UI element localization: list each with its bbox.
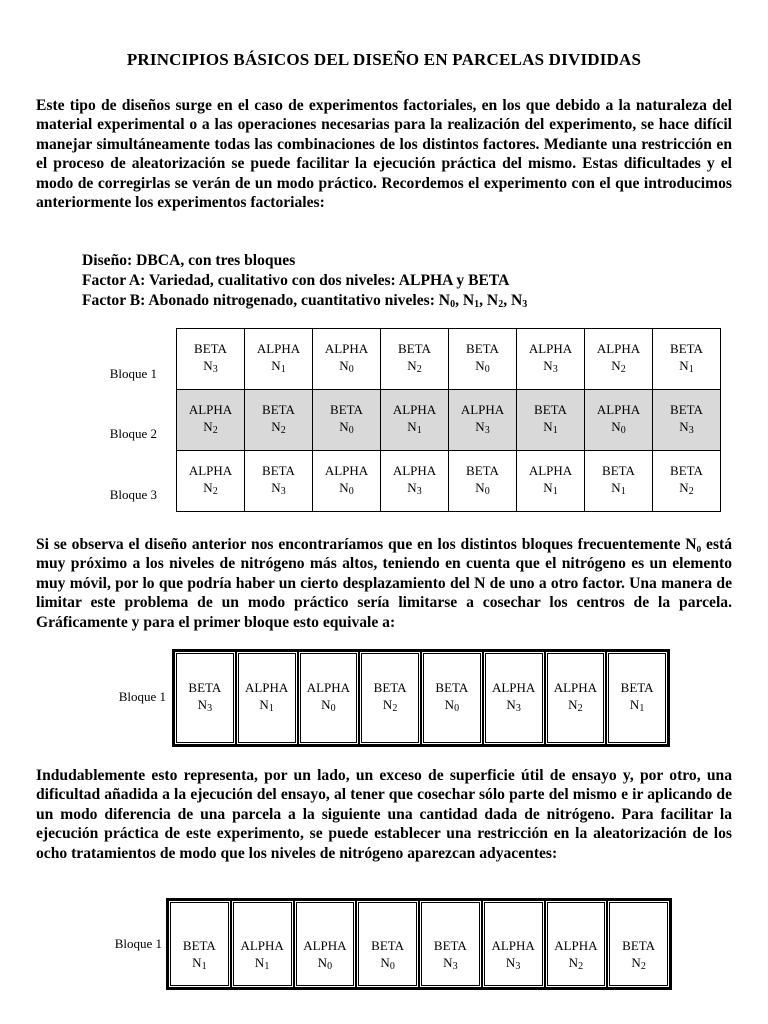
variety-label: BETA [466, 341, 499, 356]
table3-block-label: Bloque 1 [114, 936, 162, 951]
nitrogen-label: $N_1$ [679, 358, 694, 375]
table2-block-label: Bloque 1 [118, 689, 166, 704]
plot-cell [356, 900, 419, 988]
variety-label: ALPHA [244, 680, 289, 695]
variety-label: BETA [371, 938, 405, 953]
design-line-3 [82, 291, 527, 315]
variety-label: BETA [433, 938, 467, 953]
nitrogen-label: $N_0$ [339, 419, 354, 436]
plot-cell [245, 390, 313, 451]
design-line-1: Diseño: DBCA, con tres bloques [82, 252, 296, 269]
nitrogen-label: $N_1$ [254, 955, 270, 972]
plot-cell [359, 651, 421, 745]
variety-label: BETA [373, 680, 407, 695]
nitrogen-label: $N_2$ [407, 358, 422, 375]
plot-cell [517, 390, 585, 451]
nitrogen-label: $N_1$ [611, 480, 626, 497]
plot-cell [231, 900, 294, 988]
block-row [177, 451, 721, 512]
variety-label: ALPHA [596, 402, 641, 417]
plot-cell [177, 451, 245, 512]
variety-label: BETA [622, 938, 656, 953]
nitrogen-label: $N_0$ [475, 480, 490, 497]
variety-label: BETA [330, 402, 363, 417]
plot-cell [381, 329, 449, 390]
factor-b-levels: $_0$, $N_1$, $N_2$, $N_3$ [450, 292, 528, 310]
plot-cell [449, 390, 517, 451]
nitrogen-label: $N_0$ [321, 697, 336, 714]
page-title: PRINCIPIOS BÁSICOS DEL DISEÑO EN PARCELAS DIVIDIDAS [126, 50, 642, 69]
variety-label: BETA [194, 341, 227, 356]
variety-label: BETA [620, 680, 654, 695]
variety-label: ALPHA [324, 341, 369, 356]
nitrogen-label: $N_2$ [203, 480, 218, 497]
variety-label: ALPHA [491, 680, 536, 695]
nitrogen-label: $N_3$ [443, 955, 458, 972]
variety-label: ALPHA [596, 341, 641, 356]
variety-label: BETA [398, 341, 431, 356]
nitrogen-label: $N_3$ [506, 697, 521, 714]
plot-cell [245, 329, 313, 390]
plot-cell [585, 329, 653, 390]
nitrogen-label: $N_0$ [339, 358, 354, 375]
design-line-2: Factor A: Variedad, cualitativo con dos niveles: ALPHA y BETA [82, 272, 510, 289]
variety-label: BETA [670, 402, 703, 417]
harvest-center-diagram [172, 649, 670, 747]
variety-label: ALPHA [554, 938, 598, 953]
plot-cell [177, 390, 245, 451]
nitrogen-level-subscript: 3 [522, 299, 528, 310]
variety-label: ALPHA [188, 463, 233, 478]
nitrogen-label: $N_1$ [271, 358, 286, 375]
design-description [82, 251, 527, 315]
plot-cell [313, 451, 381, 512]
variety-label: ALPHA [303, 938, 347, 953]
nitrogen-label: $N_1$ [259, 697, 274, 714]
plot-cell [585, 390, 653, 451]
block-label: Bloque 1 [109, 366, 157, 381]
variety-label: BETA [534, 402, 567, 417]
nitrogen-label: $N_0$ [380, 955, 395, 972]
variety-label: BETA [466, 463, 499, 478]
plot-cell [482, 900, 545, 988]
nitrogen-label: $N_1$ [192, 955, 207, 972]
nitrogen-label: $N_1$ [543, 480, 558, 497]
nitrogen-label: $N_3$ [407, 480, 422, 497]
nitrogen-label: $N_3$ [475, 419, 490, 436]
plot-cell [381, 390, 449, 451]
plot-cell [421, 651, 483, 745]
nitrogen-label: $N_0$ [475, 358, 490, 375]
nitrogen-label: $N_2$ [568, 955, 584, 972]
variety-label: ALPHA [491, 938, 535, 953]
third-paragraph: Indudablemente esto representa, por un lado, un exceso de superficie útil de ensayo y, por otro, una dificultad añadida a la ejecución del ensayo, al tener que cosechar sólo parte del mismo e ir aplicando de un modo diferencia de una parcela a la siguiente una cantidad dada de nitrógeno. Para facilitar la ejecución práctica de este experimento, se puede establecer una restricción en la aleatorización de los ocho tratamientos de modo que los niveles de nitrógeno aparezcan adyacentes: [36, 767, 732, 862]
second-paragraph: Si se observa el diseño anterior nos encontraríamos que en los distintos bloques frecuentemente N₀ está muy próximo a los niveles de nitrógeno más altos, teniendo en cuenta que el nitrógeno es un elemento muy móvil, por lo que podría haber un cierto desplazamiento del N de uno a otro factor. Una manera de limitar este problema de un modo práctico sería limitarse a cosechar los centros de la parcela. Gráficamente y para el primer bloque esto equivale a: [36, 536, 732, 631]
plot-cell [585, 451, 653, 512]
plot-cell [298, 651, 360, 745]
nitrogen-label: $N_1$ [543, 419, 558, 436]
nitrogen-label: $N_3$ [679, 419, 694, 436]
block-row [177, 329, 721, 390]
variety-label: BETA [602, 463, 635, 478]
nitrogen-label: $N_3$ [271, 480, 286, 497]
nitrogen-label: $N_0$ [444, 697, 460, 714]
nitrogen-label: $N_0$ [317, 955, 333, 972]
nitrogen-label: $N_0$ [339, 480, 354, 497]
table2-row [174, 651, 668, 745]
block-label: Bloque 3 [109, 487, 157, 502]
variety-label: ALPHA [256, 341, 301, 356]
variety-label: BETA [670, 341, 703, 356]
plot-cell [174, 651, 236, 745]
block-label: Bloque 2 [109, 426, 157, 441]
intro-paragraph: Este tipo de diseños surge en el caso de experimentos factoriales, en los que debido a la naturaleza del material experimental o a las operaciones necesarias para la realización del experimento, se hace difícil manejar simultáneamente todas las combinaciones de los distintos factores. Mediante una restricción en el proceso de aleatorización se puede facilitar la ejecución práctica del mismo. Estas dificultades y el modo de corregirlas se verán de un modo práctico. Recordemos el experimento con el que introducimos anteriormente los experimentos factoriales: [36, 97, 732, 212]
nitrogen-level-subscript: 1 [474, 299, 480, 310]
plot-cell [449, 329, 517, 390]
plot-cell [517, 451, 585, 512]
variety-label: ALPHA [528, 463, 573, 478]
variety-label: ALPHA [306, 680, 351, 695]
plot-cell [517, 329, 585, 390]
plot-cell [168, 900, 231, 988]
plot-cell [294, 900, 357, 988]
plot-cell [653, 451, 721, 512]
block-design-table [176, 328, 721, 512]
plot-cell [177, 329, 245, 390]
variety-label: ALPHA [392, 402, 437, 417]
nitrogen-level-subscript: 2 [498, 299, 504, 310]
variety-label: BETA [435, 680, 469, 695]
nitrogen-label: $N_3$ [203, 358, 218, 375]
nitrogen-label: $N_2$ [271, 419, 286, 436]
nitrogen-label: $N_2$ [203, 419, 218, 436]
nitrogen-label: $N_2$ [631, 955, 646, 972]
variety-label: ALPHA [528, 341, 573, 356]
nitrogen-label: $N_3$ [505, 955, 521, 972]
block-row [177, 390, 721, 451]
nitrogen-label: $N_2$ [382, 697, 398, 714]
nitrogen-label: $N_3$ [543, 358, 558, 375]
plot-cell [653, 390, 721, 451]
plot-cell [245, 451, 313, 512]
plot-cell [606, 651, 668, 745]
nitrogen-label: $N_2$ [679, 480, 694, 497]
variety-label: BETA [670, 463, 703, 478]
table3-row [168, 900, 670, 988]
variety-label: ALPHA [392, 463, 437, 478]
variety-label: BETA [182, 938, 216, 953]
plot-cell [545, 651, 607, 745]
variety-label: ALPHA [240, 938, 284, 953]
variety-label: BETA [262, 402, 295, 417]
adjacent-nitrogen-diagram [166, 898, 672, 990]
plot-cell [236, 651, 298, 745]
plot-cell [381, 451, 449, 512]
nitrogen-label: $N_1$ [407, 419, 422, 436]
plot-cell [419, 900, 482, 988]
plot-cell [545, 900, 608, 988]
plot-cell [313, 390, 381, 451]
nitrogen-label: $N_2$ [568, 697, 583, 714]
variety-label: ALPHA [553, 680, 598, 695]
variety-label: ALPHA [188, 402, 233, 417]
design-line-3-prefix: Factor B: Abonado nitrogenado, cuantitativo niveles: N [82, 292, 451, 309]
plot-cell [607, 900, 670, 988]
variety-label: ALPHA [460, 402, 505, 417]
nitrogen-label: $N_0$ [611, 419, 626, 436]
nitrogen-label: $N_2$ [611, 358, 626, 375]
plot-cell [653, 329, 721, 390]
nitrogen-level-subscript: 0 [450, 299, 456, 310]
plot-cell [449, 451, 517, 512]
nitrogen-label: $N_1$ [629, 697, 645, 714]
plot-cell [483, 651, 545, 745]
nitrogen-label: $N_3$ [197, 697, 213, 714]
variety-label: BETA [188, 680, 222, 695]
variety-label: ALPHA [324, 463, 369, 478]
variety-label: BETA [262, 463, 295, 478]
plot-cell [313, 329, 381, 390]
